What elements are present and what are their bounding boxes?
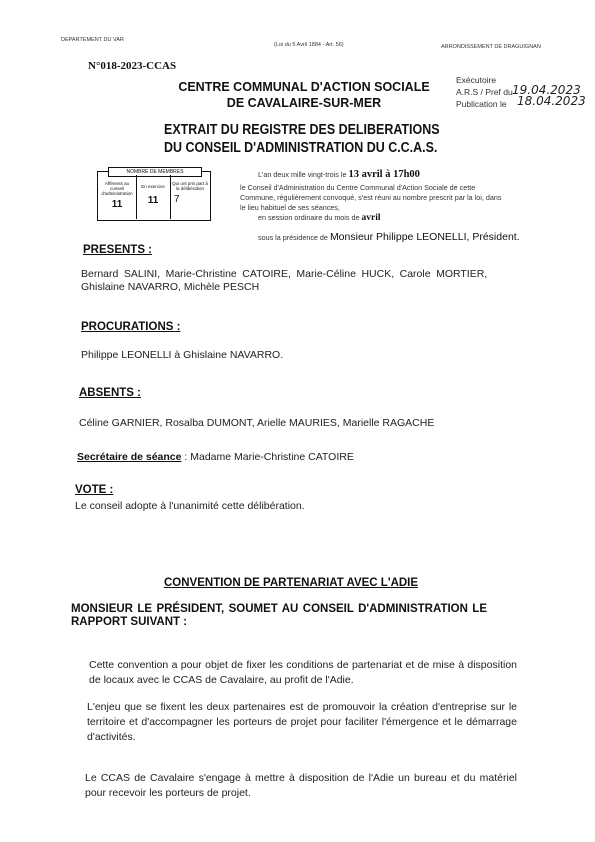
vote-line1: Le conseil adopte à l'unanimité cette délibération. (75, 500, 305, 512)
procurations-line1: Philippe LEONELLI à Ghislaine NAVARRO. (81, 349, 284, 361)
session-line5 (258, 213, 380, 224)
absents-line1: Céline GARNIER, Rosalba DUMONT, Arielle MAURIES, Marielle RAGACHE (79, 417, 435, 429)
session-line6-prefix: sous la présidence de (258, 233, 328, 242)
members-col-participants (172, 175, 208, 219)
executoire-label: Exécutoire (456, 75, 497, 85)
arrondissement-label: ARRONDISSEMENT DE DRAGUIGNAN (441, 44, 541, 50)
ccas-title-line2: DE CAVALAIRE-SUR-MER (226, 96, 382, 110)
procurations-heading: PROCURATIONS : (81, 321, 181, 333)
table-divider (170, 175, 171, 219)
convention-paragraph-1: Cette convention a pour objet de fixer les conditions de partenariat et de mise à disposition de locaux avec le CCAS de Cavalaire, au profit de l'Adie. (89, 659, 517, 686)
secretaire-line (77, 451, 354, 463)
presents-line2: Ghislaine NAVARRO, Michèle PESCH (81, 281, 260, 293)
convention-intro-line2: RAPPORT SUIVANT : (71, 616, 188, 628)
convention-title: CONVENTION DE PARTENARIAT AVEC L'ADIE (164, 577, 419, 589)
convention-paragraph-3: Le CCAS de Cavalaire s'engage à mettre à disposition de l'Adie un bureau et du matériel pour recevoir les porteurs de projet. (85, 772, 517, 799)
law-reference: (Loi du 5 Avril 1884 - Art. 56) (274, 42, 344, 48)
presents-heading: PRESENTS : (83, 244, 153, 256)
session-date: 13 avril à 17h00 (348, 169, 420, 180)
members-table-header: NOMBRE DE MEMBRES (108, 167, 202, 177)
table-divider (136, 175, 137, 219)
members-col-afferents (100, 175, 134, 219)
deliberation-number: N°018-2023-CCAS (88, 60, 177, 72)
ccas-title-line1: CENTRE COMMUNAL D'ACTION SOCIALE (178, 80, 430, 94)
register-title-line1: EXTRAIT DU REGISTRE DES DELIBERATIONS (164, 122, 440, 138)
session-line6 (258, 233, 520, 243)
ars-label: A.R.S / Pref du (456, 87, 513, 97)
secretaire-value: : Madame Marie-Christine CATOIRE (184, 451, 354, 463)
session-line3: Commune, régulièrement convoqué, s'est réuni au nombre prescrit par la loi, dans (240, 193, 502, 202)
presents-line1: Bernard SALINI, Marie-Christine CATOIRE, Marie-Céline HUCK, Carole MORTIER, (81, 268, 488, 280)
session-line5-prefix: en session ordinaire du mois de (258, 213, 360, 222)
session-month: avril (361, 213, 381, 223)
members-col-label: Qui ont pris part à la délibération (172, 181, 208, 191)
absents-heading: ABSENTS : (79, 387, 141, 399)
session-line2: le Conseil d'Administration du Centre Communal d'Action Sociale de cette (240, 183, 476, 192)
vote-heading: VOTE : (75, 484, 114, 496)
ars-date: 19.04.2023 (512, 83, 581, 97)
session-president: Monsieur Philippe LEONELLI, Président. (329, 231, 520, 243)
members-col-value: 11 (147, 195, 159, 206)
department-label: DEPARTEMENT DU VAR (61, 37, 124, 43)
members-col-label: Afférents au conseil d'administration (101, 181, 133, 196)
session-line1 (258, 170, 420, 180)
members-table (97, 171, 211, 221)
session-line4: le lieu habituel de ses séances, (240, 203, 340, 212)
register-title-line2: DU CONSEIL D'ADMINISTRATION DU C.C.A.S. (164, 140, 438, 156)
convention-intro-line1: MONSIEUR LE PRÉSIDENT, SOUMET AU CONSEIL D'ADMINISTRATION LE (71, 603, 487, 615)
members-col-value: 7 (174, 194, 180, 205)
session-line1-prefix: L'an deux mille vingt-trois le (258, 170, 347, 179)
secretaire-label: Secrétaire de séance (77, 451, 182, 463)
members-col-value: 11 (111, 199, 123, 210)
publication-label: Publication le (456, 99, 507, 109)
members-col-exercice (138, 175, 168, 219)
publication-date: 18.04.2023 (517, 94, 586, 108)
members-col-label: En exercice (141, 184, 165, 189)
convention-paragraph-2: L'enjeu que se fixent les deux partenaires est de promouvoir la création d'entreprise sur le territoire et d'accompagner les porteurs de projet pour faciliter l'émergence et le démarrage d'activités. (87, 701, 517, 743)
